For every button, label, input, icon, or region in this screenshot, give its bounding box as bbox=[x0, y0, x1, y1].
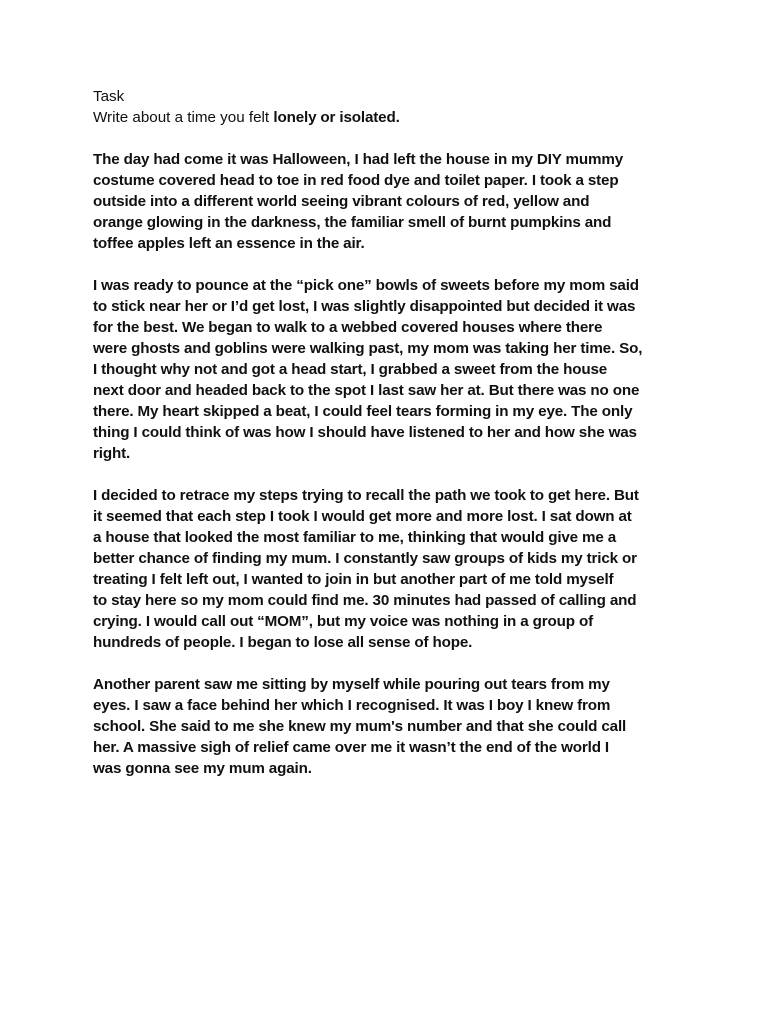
spacer bbox=[93, 464, 708, 485]
text-line: for the best. We began to walk to a webbed covered houses where there bbox=[93, 319, 603, 336]
text-line: I decided to retrace my steps trying to recall the path we took to get here. But bbox=[93, 487, 639, 504]
text-line: Another parent saw me sitting by myself while pouring out tears from my bbox=[93, 676, 610, 693]
text-line: it seemed that each step I took I would get more and more lost. I sat down at bbox=[93, 508, 632, 525]
task-prompt bbox=[93, 107, 708, 128]
text-line: was gonna see my mum again. bbox=[93, 760, 312, 777]
text-line: next door and headed back to the spot I last saw her at. But there was no one bbox=[93, 382, 640, 399]
text-line: eyes. I saw a face behind her which I recognised. It was I boy I knew from bbox=[93, 697, 611, 714]
text-line: her. A massive sigh of relief came over me it wasn’t the end of the world I bbox=[93, 739, 609, 756]
text-line: there. My heart skipped a beat, I could feel tears forming in my eye. The only bbox=[93, 403, 633, 420]
text-line: to stay here so my mom could find me. 30 minutes had passed of calling and bbox=[93, 592, 637, 609]
text-line: treating I felt left out, I wanted to join in but another part of me told myself bbox=[93, 571, 614, 588]
prompt-text: Write about a time you felt bbox=[93, 109, 274, 126]
text-line: school. She said to me she knew my mum's number and that she could call bbox=[93, 718, 627, 735]
text-line: better chance of finding my mum. I constantly saw groups of kids my trick or bbox=[93, 550, 637, 567]
text-line: right. bbox=[93, 445, 131, 462]
text-line: costume covered head to toe in red food dye and toilet paper. I took a step bbox=[93, 172, 619, 189]
text-line: to stick near her or I’d get lost, I was slightly disappointed but decided it was bbox=[93, 298, 636, 315]
text-line: I thought why not and got a head start, I grabbed a sweet from the house bbox=[93, 361, 608, 378]
prompt-emphasis: lonely or isolated. bbox=[273, 109, 400, 126]
paragraph-3 bbox=[93, 485, 708, 653]
text-line: hundreds of people. I began to lose all sense of hope. bbox=[93, 634, 473, 651]
spacer bbox=[93, 254, 708, 275]
paragraph-2 bbox=[93, 275, 708, 464]
text-line: thing I could think of was how I should have listened to her and how she was bbox=[93, 424, 637, 441]
text-line: a house that looked the most familiar to me, thinking that would give me a bbox=[93, 529, 617, 546]
spacer bbox=[93, 128, 708, 149]
text-line: outside into a different world seeing vibrant colours of red, yellow and bbox=[93, 193, 590, 210]
paragraph-4 bbox=[93, 674, 708, 779]
text-line: crying. I would call out “MOM”, but my voice was nothing in a group of bbox=[93, 613, 593, 630]
task-heading: Task bbox=[93, 88, 125, 105]
text-line: I was ready to pounce at the “pick one” bowls of sweets before my mom said bbox=[93, 277, 639, 294]
text-line: orange glowing in the darkness, the familiar smell of burnt pumpkins and bbox=[93, 214, 612, 231]
text-line: The day had come it was Halloween, I had left the house in my DIY mummy bbox=[93, 151, 624, 168]
spacer bbox=[93, 653, 708, 674]
text-line: were ghosts and goblins were walking past, my mom was taking her time. So, bbox=[93, 340, 643, 357]
text-line: toffee apples left an essence in the air. bbox=[93, 235, 365, 252]
paragraph-1 bbox=[93, 149, 708, 254]
